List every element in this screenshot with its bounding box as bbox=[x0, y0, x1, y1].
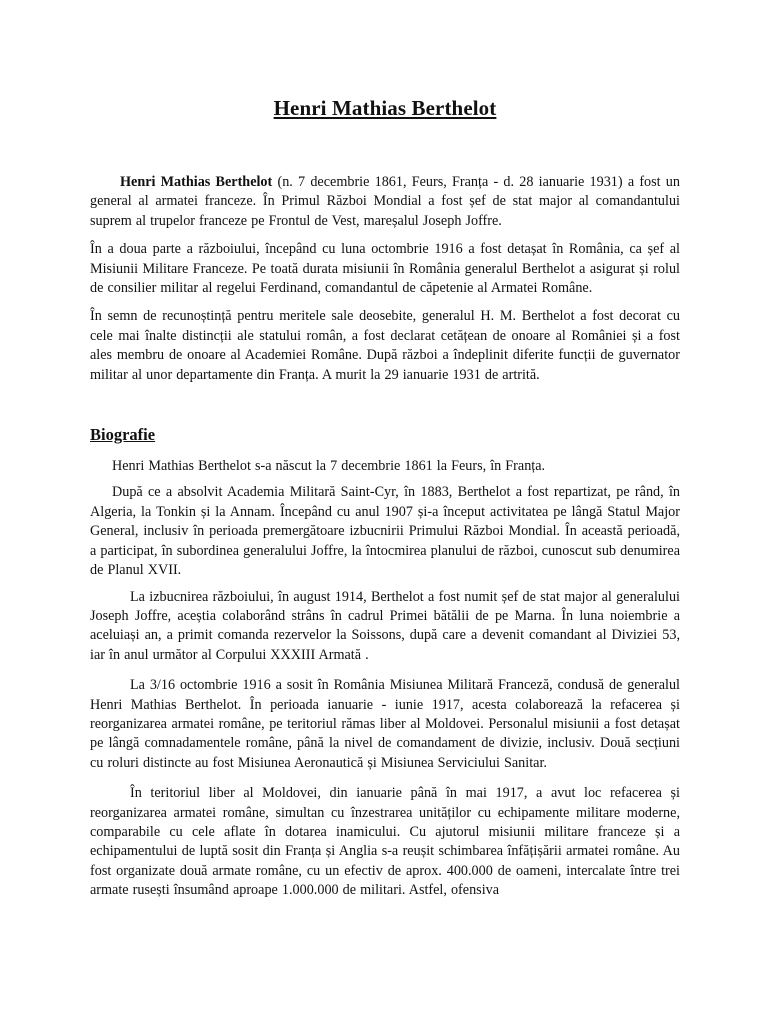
bio-paragraph-moldova: În teritoriul liber al Moldovei, din ianuarie până în mai 1917, a avut loc refacerea și reorganizarea armatei române, simultan cu înzestrarea unităților cu echipamente militare moderne, comparabile cu cele aflate în dotarea inamicului. Cu ajutorul misiunii militare franceze și a echipamentului de luptă sosit din Franța și Anglia s-a reușit schimbarea înfățișării armatei române. Au fost organizate două armate române, cu un efectiv de aprox. 400.000 de oameni, intercalate între trei armate rusești însumând aproape 1.000.000 de militari. Astfel, ofensiva bbox=[90, 785, 680, 899]
intro-lead-name: Henri Mathias Berthelot bbox=[120, 174, 273, 190]
intro-paragraph bbox=[90, 173, 680, 231]
intro-paragraph-honors: În semn de recunoștință pentru meritele sale deosebite, generalul H. M. Berthelot a fost decorat cu cele mai înalte distincții ale statului român, a fost declarat cetățean de onoare al României și a fost ales membru de onoare al Academiei Române. După război a îndeplinit diferite funcții de guvernator militar al unor departamente din Franța. A murit la 29 ianuarie 1931 de artrită. bbox=[90, 308, 680, 383]
section-heading-biografie: Biografie bbox=[90, 425, 156, 445]
bio-paragraph-mission: La 3/16 octombrie 1916 a sosit în România Misiunea Militară Franceză, condusă de generalul Henri Mathias Berthelot. În perioada ianuarie - iunie 1917, acesta colaborează la refacerea și reorganizarea armatei române, pe teritoriul rămas liber al Moldovei. Personalul misiunii a fost detașat pe lângă comnadamentele române, până la nivel de comandament de divizie, inclusiv. Două secțiuni cu roluri distincte au fost Misiunea Aeronautică și Misiunea Serviciului Sanitar. bbox=[90, 677, 680, 771]
bio-paragraph-war-outbreak: La izbucnirea războiului, în august 1914, Berthelot a fost numit șef de stat major al generalului Joseph Joffre, aceștia colaborând strâns în cadrul Primei bătălii de pe Marna. În luna noiembrie a aceluiași an, a primit comanda rezervelor la Soissons, după care a devenit comandant al Diviziei 53, iar în anul următor al Corpului XXXIII Armată . bbox=[90, 588, 680, 663]
page-title: Henri Mathias Berthelot bbox=[273, 96, 497, 120]
biografie-section bbox=[90, 425, 680, 901]
bio-paragraph-career: După ce a absolvit Academia Militară Saint-Cyr, în 1883, Berthelot a fost repartizat, pe rând, în Algeria, la Tonkin și la Annam. Începând cu anul 1907 și-a început activitatea pe lângă Statul Major General, inclusiv în perioada premergătoare izbucnirii Primului Război Mondial. În această perioadă, a participat, în subordinea generalului Joffre, la întocmirea planului de război, cunoscut sub denumirea de Planul XVII. bbox=[90, 484, 680, 579]
intro-lead-text: (n. 7 decembrie 1861, Feurs, Franța - d. 28 ianuarie 1931) a fost un general al armatei franceze. În Primul Război Mondial a fost șef de stat major al comandantului suprem al trupelor franceze pe Frontul de Vest, mareșalul Joseph Joffre. bbox=[90, 174, 680, 229]
intro-paragraph-romania: În a doua parte a războiului, începând cu luna octombrie 1916 a fost detașat în România, ca șef al Misiunii Militare Franceze. Pe toată durata misiunii în România generalul Berthelot a asigurat și rolul de consilier militar al regelui Ferdinand, comandantul de căpetenie al Armatei Române. bbox=[90, 241, 680, 297]
bio-paragraph-birth: Henri Mathias Berthelot s-a născut la 7 decembrie 1861 la Feurs, în Franța. bbox=[112, 458, 546, 475]
